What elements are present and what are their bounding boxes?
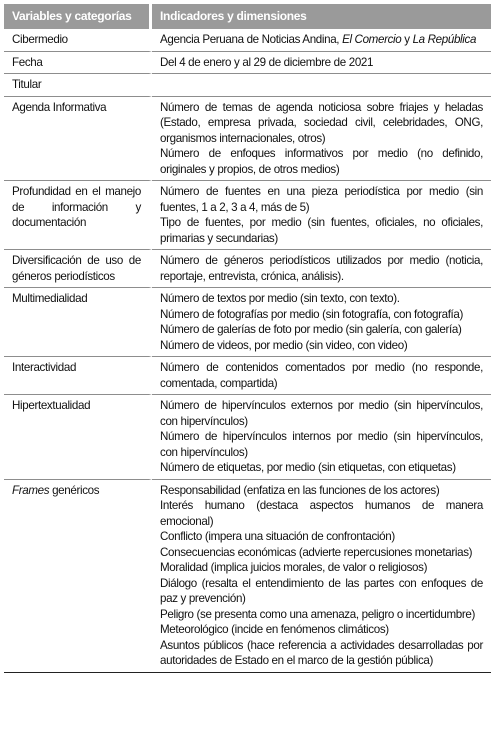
indicator-line: Asuntos públicos (hace referencia a actividades desarrolladas por autoridades de Estado en el marco de la gestión pública)	[160, 638, 483, 667]
table-row	[4, 287, 491, 356]
indicator-line: Número de fuentes en una pieza periodística por medio (sin fuentes, 1 a 2, 3 a 4, más de 5)	[160, 185, 483, 214]
indicator-line: Moralidad (implica juicios morales, de valor o religiosos)	[160, 561, 428, 574]
indicator-line-cibermedio: Agencia Peruana de Noticias Andina, El Comercio y La República	[160, 33, 477, 46]
indicator-line: Responsabilidad (enfatiza en las funciones de los actores)	[160, 483, 440, 497]
indicator-cell	[152, 180, 491, 249]
column-header-indicadores: Indicadores y dimensiones	[152, 4, 491, 29]
indicator-line: Del 4 de enero y al 29 de diciembre de 2021	[160, 55, 374, 69]
variable-cell: Diversificación de uso de géneros periodísticos	[4, 249, 152, 287]
indicator-line: Conflicto (impera una situación de confrontación)	[160, 530, 395, 543]
column-header-variables: Variables y categorías	[4, 4, 152, 29]
indicator-cell	[152, 29, 491, 51]
indicator-line: Número de contenidos comentados por medio (no responde, comentada, compartida)	[160, 361, 483, 390]
indicator-line: Tipo de fuentes, por medio (sin fuentes, oficiales, no oficiales, primarias y secundarias)	[160, 216, 483, 245]
variable-rest: genéricos	[49, 483, 100, 497]
variables-table	[4, 4, 491, 673]
indicator-line: Número de videos, por medio (sin video, con video)	[160, 338, 408, 352]
variable-cell: Cibermedio	[4, 29, 152, 51]
indicator-line: Número de textos por medio (sin texto, con texto).	[160, 292, 400, 305]
indicator-line: Número de temas de agenda noticiosa sobre friajes y heladas (Estado, empresa privada, sociedad civil, celebridades, ONG, organismos internacionales, otros)	[160, 100, 483, 145]
indicator-cell	[152, 73, 491, 96]
indicator-line: Peligro (se presenta como una amenaza, peligro o incertidumbre)	[160, 607, 475, 621]
indicator-line: Diálogo (resalta el entendimiento de las partes con enfoques de paz y prevención)	[160, 576, 483, 605]
indicator-line: Número de hipervínculos internos por medio (sin hipervínculos, con hipervínculos)	[160, 430, 483, 459]
indicator-line: Interés humano (destaca aspectos humanos de manera emocional)	[160, 499, 483, 528]
table-row	[4, 73, 491, 96]
table-row	[4, 356, 491, 394]
variable-cell: Profundidad en el manejo de información y documentación	[4, 180, 152, 249]
indicator-cell	[152, 356, 491, 394]
table-header-row	[4, 4, 491, 29]
indicator-line: Consecuencias económicas (advierte repercusiones monetarias)	[160, 545, 473, 559]
variable-cell	[4, 479, 152, 672]
variable-cell: Fecha	[4, 51, 152, 74]
indicator-line: Número de géneros periodísticos utilizados por medio (noticia, reportaje, entrevista, crónica, análisis).	[160, 254, 483, 283]
table-row	[4, 249, 491, 287]
variable-cell: Agenda Informativa	[4, 96, 152, 181]
indicator-line: Número de enfoques informativos por medio (no definido, originales y propios, de otros medios)	[160, 147, 483, 176]
indicator-line: Número de etiquetas, por medio (sin etiquetas, con etiquetas)	[160, 461, 456, 474]
indicator-cell	[152, 96, 491, 181]
variable-cell: Hipertextualidad	[4, 394, 152, 479]
indicator-line: Número de fotografías por medio (sin fotografía, con fotografía)	[160, 307, 464, 321]
table-row	[4, 51, 491, 74]
variable-cell: Interactividad	[4, 356, 152, 394]
indicator-line: Número de galerías de foto por medio (sin galería, con galería)	[160, 323, 462, 336]
variable-italic-part: Frames	[12, 483, 50, 497]
table-row	[4, 96, 491, 181]
indicator-line: Meteorológico (incide en fenómenos climáticos)	[160, 623, 389, 636]
indicator-cell	[152, 479, 491, 672]
indicator-cell	[152, 394, 491, 479]
indicator-cell	[152, 287, 491, 356]
table-row	[4, 29, 491, 51]
table-row	[4, 180, 491, 249]
indicator-cell	[152, 249, 491, 287]
indicator-cell	[152, 51, 491, 74]
indicator-line: Número de hipervínculos externos por medio (sin hipervínculos, con hipervínculos)	[160, 399, 483, 428]
variable-cell: Multimedialidad	[4, 287, 152, 356]
medio-la-republica: La República	[412, 33, 477, 46]
medio-el-comercio: El Comercio	[342, 33, 402, 46]
variable-cell: Titular	[4, 73, 152, 96]
table-row	[4, 479, 491, 672]
table-row	[4, 394, 491, 479]
